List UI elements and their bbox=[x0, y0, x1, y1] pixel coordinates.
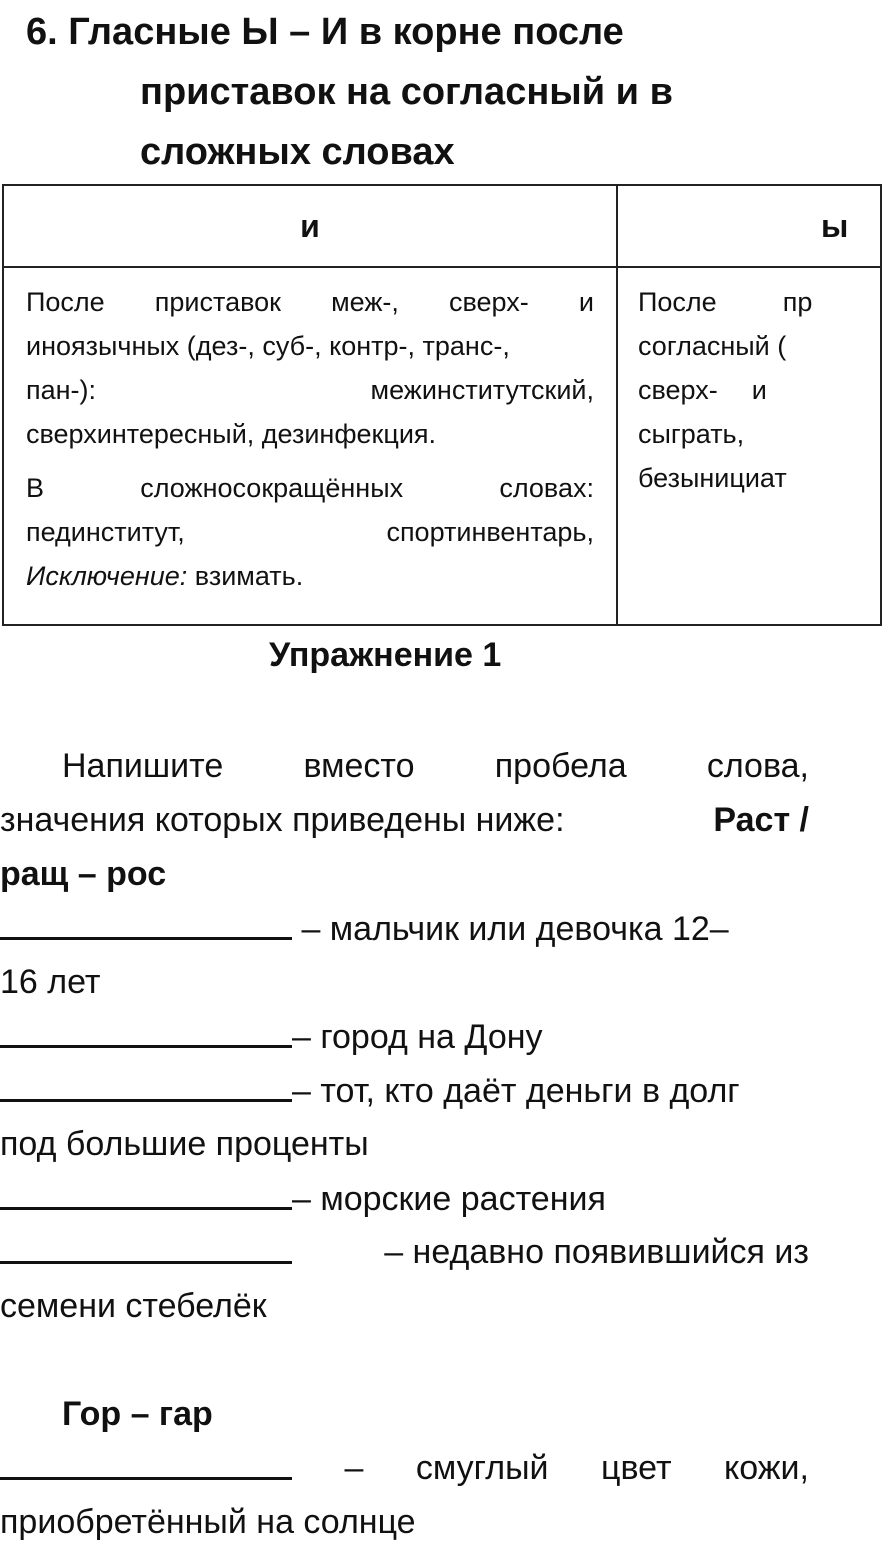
rule-y-line-1: После пр bbox=[638, 287, 813, 317]
exercise-title: Упражнение 1 bbox=[269, 636, 502, 674]
rule-y-line-3: сверх- и bbox=[638, 375, 767, 405]
rule-i-line-2: иноязычных (дез-, суб-, контр-, транс-, bbox=[26, 331, 510, 361]
exercise-item-6: – смуглый цвет кожи, bbox=[0, 1449, 809, 1488]
rule-y-line-4: сыграть, bbox=[638, 419, 745, 449]
exercise-item-1: – мальчик или девочка 12– bbox=[0, 909, 729, 949]
answer-blank-1[interactable] bbox=[0, 909, 292, 940]
exercise-item-6-cont: приобретённый на солнце bbox=[0, 1503, 416, 1541]
table-header-row bbox=[3, 185, 881, 267]
root-pair-1b: ращ – рос bbox=[0, 855, 167, 893]
heading-line-3: сложных словах bbox=[140, 131, 455, 173]
rule-cell-i bbox=[3, 267, 617, 625]
column-header-i: и bbox=[3, 185, 617, 267]
rule-table bbox=[2, 184, 882, 626]
column-header-y: ы bbox=[617, 185, 881, 267]
exercise-item-4: – морские растения bbox=[0, 1179, 606, 1219]
rule-y-line-2: согласный ( bbox=[638, 331, 787, 361]
answer-blank-6[interactable] bbox=[0, 1449, 292, 1480]
rule-y-line-5: безынициат bbox=[638, 463, 787, 493]
exception-label: Исключение: bbox=[26, 561, 188, 591]
root-pair-2: Гор – гар bbox=[62, 1395, 213, 1433]
rule-i-line-1: После приставок меж-, сверх- и bbox=[26, 287, 594, 317]
exercise-item-5-cont: семени стебелёк bbox=[0, 1287, 267, 1325]
exercise-item-2: – город на Дону bbox=[0, 1017, 543, 1057]
exercise-item-3: – тот, кто даёт деньги в долг bbox=[0, 1071, 740, 1111]
heading-line-1 bbox=[26, 2, 624, 62]
rule-i-line-5: В сложносокращённых словах: bbox=[26, 473, 594, 503]
exercise-intro-line-1: Напишите вместо пробела слова, bbox=[62, 747, 809, 785]
table-body-row bbox=[3, 267, 881, 625]
rule-cell-y bbox=[617, 267, 881, 625]
rule-i-line-4: сверхинтересный, дезинфекция. bbox=[26, 419, 437, 449]
exercise-item-1-cont: 16 лет bbox=[0, 963, 101, 1001]
exception-word: взимать. bbox=[194, 561, 304, 591]
answer-blank-5[interactable] bbox=[0, 1233, 292, 1264]
answer-blank-2[interactable] bbox=[0, 1017, 292, 1048]
rule-i-line-6: пединститут, спортинвентарь, bbox=[26, 517, 594, 547]
heading-number: 6. bbox=[26, 11, 58, 53]
exercise-intro-line-2: значения которых приведены ниже: Раст / bbox=[0, 801, 809, 839]
answer-blank-3[interactable] bbox=[0, 1071, 292, 1102]
rule-i-line-3: пан-): межинститутский, bbox=[26, 375, 594, 405]
heading-title-part-1: Гласные Ы – И в корне после bbox=[68, 11, 624, 53]
exercise-item-3-cont: под большие проценты bbox=[0, 1125, 369, 1163]
exercise-item-5: – недавно появившийся из bbox=[0, 1233, 809, 1272]
root-pair-1a: Раст / bbox=[713, 801, 809, 839]
answer-blank-4[interactable] bbox=[0, 1179, 292, 1210]
rule-i-exception bbox=[26, 554, 594, 598]
heading-line-2: приставок на согласный и в bbox=[140, 71, 673, 113]
